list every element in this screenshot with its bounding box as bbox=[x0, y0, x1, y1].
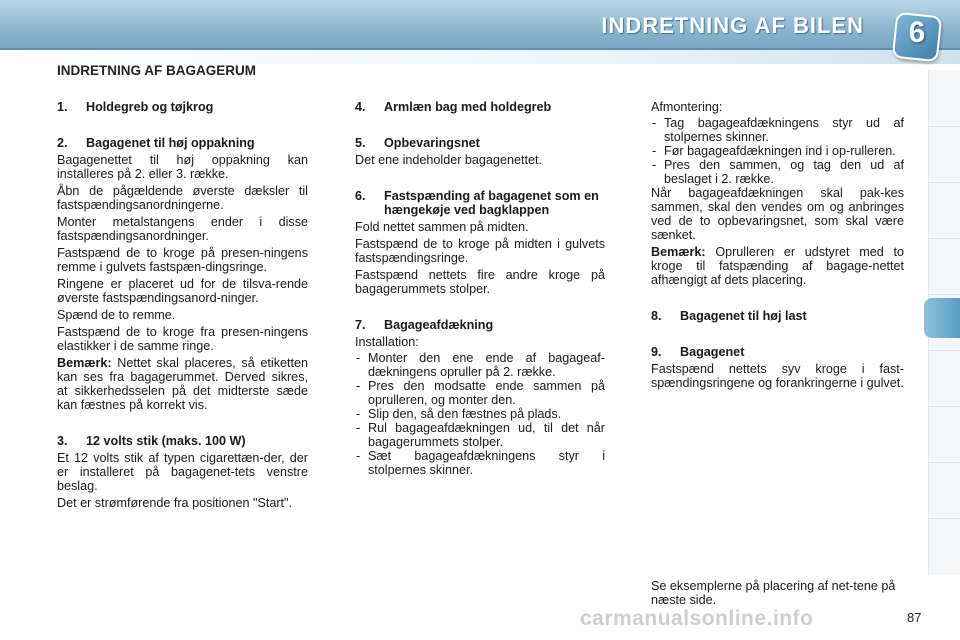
paragraph: Det er strømførende fra positionen "Start". bbox=[57, 496, 293, 510]
heading-6: 6. Fastspænding af bagagenet som en hængekøje ved bagklappen bbox=[355, 189, 599, 217]
paragraph: Monter metalstangens ender i disse fastspændingsanordninger. bbox=[57, 215, 308, 243]
list-item: - Pres den sammen, og tag den ud af beslaget i 2. række. bbox=[651, 158, 904, 186]
column-1 bbox=[57, 100, 308, 510]
heading-1: 1. Holdegreb og tøjkrog bbox=[57, 100, 214, 114]
section-title: INDRETNING AF BAGAGERUM bbox=[57, 63, 256, 78]
paragraph: Bagagenettet til høj oppakning kan installeres på 2. eller 3. række. bbox=[57, 153, 308, 181]
heading-7: 7. Bagageafdækning bbox=[355, 318, 494, 332]
paragraph: Når bagageafdækningen skal pak-kes sammen, skal den vendes om og anbringes ved de to opbevaringsnet, som skal være sænket. bbox=[651, 186, 904, 242]
paragraph: Afmontering: bbox=[651, 100, 723, 114]
heading-9: 9. Bagagenet bbox=[651, 345, 745, 359]
chapter-number: 6 bbox=[908, 16, 926, 49]
paragraph: Ringene er placeret ud for de tilsva-rende øverste fastspændingsanord-ninger. bbox=[57, 277, 308, 305]
paragraph: Fastspænd nettets fire andre kroge på bagagerummets stolper. bbox=[355, 268, 605, 296]
heading-4: 4. Armlæn bag med holdegreb bbox=[355, 100, 552, 114]
column-2 bbox=[355, 100, 605, 477]
paragraph: Fastspænd de to kroge på presen-ningens remme i gulvets fastspæn-dingsringe. bbox=[57, 246, 308, 274]
paragraph: Fastspænd de to kroge på midten i gulvets fastspændingsringe. bbox=[355, 237, 605, 265]
note-paragraph: Bemærk: Oprulleren er udstyret med to kroge til fatspænding af bagage-nettet afhængigt af dets placering. bbox=[651, 245, 904, 287]
list-item: - Monter den ene ende af bagageaf-dækningens opruller på 2. række. bbox=[355, 351, 605, 379]
paragraph: Fastspænd de to kroge fra presen-ningens elastikker i de samme ringe. bbox=[57, 325, 308, 353]
list-item: - Før bagageafdækningen ind i op-rulleren. bbox=[651, 144, 904, 158]
list-item: - Rul bagageafdækningen ud, til det når bagagerummets stolper. bbox=[355, 421, 605, 449]
list-item: - Tag bagageafdækningens styr ud af stolpernes skinner. bbox=[651, 116, 904, 144]
paragraph: Åbn de pågældende øverste dæksler til fastspændingsanordningerne. bbox=[57, 184, 308, 212]
chapter-title: INDRETNING AF BILEN bbox=[601, 13, 864, 38]
paragraph: Installation: bbox=[355, 335, 419, 349]
paragraph: Spænd de to remme. bbox=[57, 308, 176, 322]
chapter-tab-active[interactable] bbox=[924, 298, 960, 338]
removal-list bbox=[651, 116, 904, 186]
paragraph: Et 12 volts stik af typen cigarettæn-der, der er installeret på bagagenet-tets venstre beslag. bbox=[57, 451, 308, 493]
list-item: - Slip den, så den fæstnes på plads. bbox=[355, 407, 605, 421]
heading-8: 8. Bagagenet til høj last bbox=[651, 309, 807, 323]
paragraph: Det ene indeholder bagagenettet. bbox=[355, 153, 542, 167]
column-3 bbox=[651, 100, 904, 390]
heading-2: 2. Bagagenet til høj oppakning bbox=[57, 136, 255, 150]
header-swoosh bbox=[0, 48, 960, 64]
watermark: carmanualsonline.info bbox=[580, 607, 814, 630]
footer-note: Se eksemplerne på placering af net-tene på næste side. bbox=[651, 579, 896, 607]
page-number: 87 bbox=[907, 610, 922, 625]
installation-list bbox=[355, 351, 605, 477]
list-item: - Sæt bagageafdækningens styr i stolpernes skinner. bbox=[355, 449, 605, 477]
paragraph: Fold nettet sammen på midten. bbox=[355, 220, 529, 234]
note-paragraph: Bemærk: Nettet skal placeres, så etiketten kan ses fra bagagerummet. Derved sikres, at sikkerhedsselen på det midterste sæde kan fæstnes på korrekt vis. bbox=[57, 356, 308, 412]
heading-5: 5. Opbevaringsnet bbox=[355, 136, 480, 150]
list-item: - Pres den modsatte ende sammen på oprulleren, og monter den. bbox=[355, 379, 605, 407]
paragraph: Fastspænd nettets syv kroge i fast-spændingsringene og forankringerne i gulvet. bbox=[651, 362, 904, 390]
heading-3: 3. 12 volts stik (maks. 100 W) bbox=[57, 434, 246, 448]
